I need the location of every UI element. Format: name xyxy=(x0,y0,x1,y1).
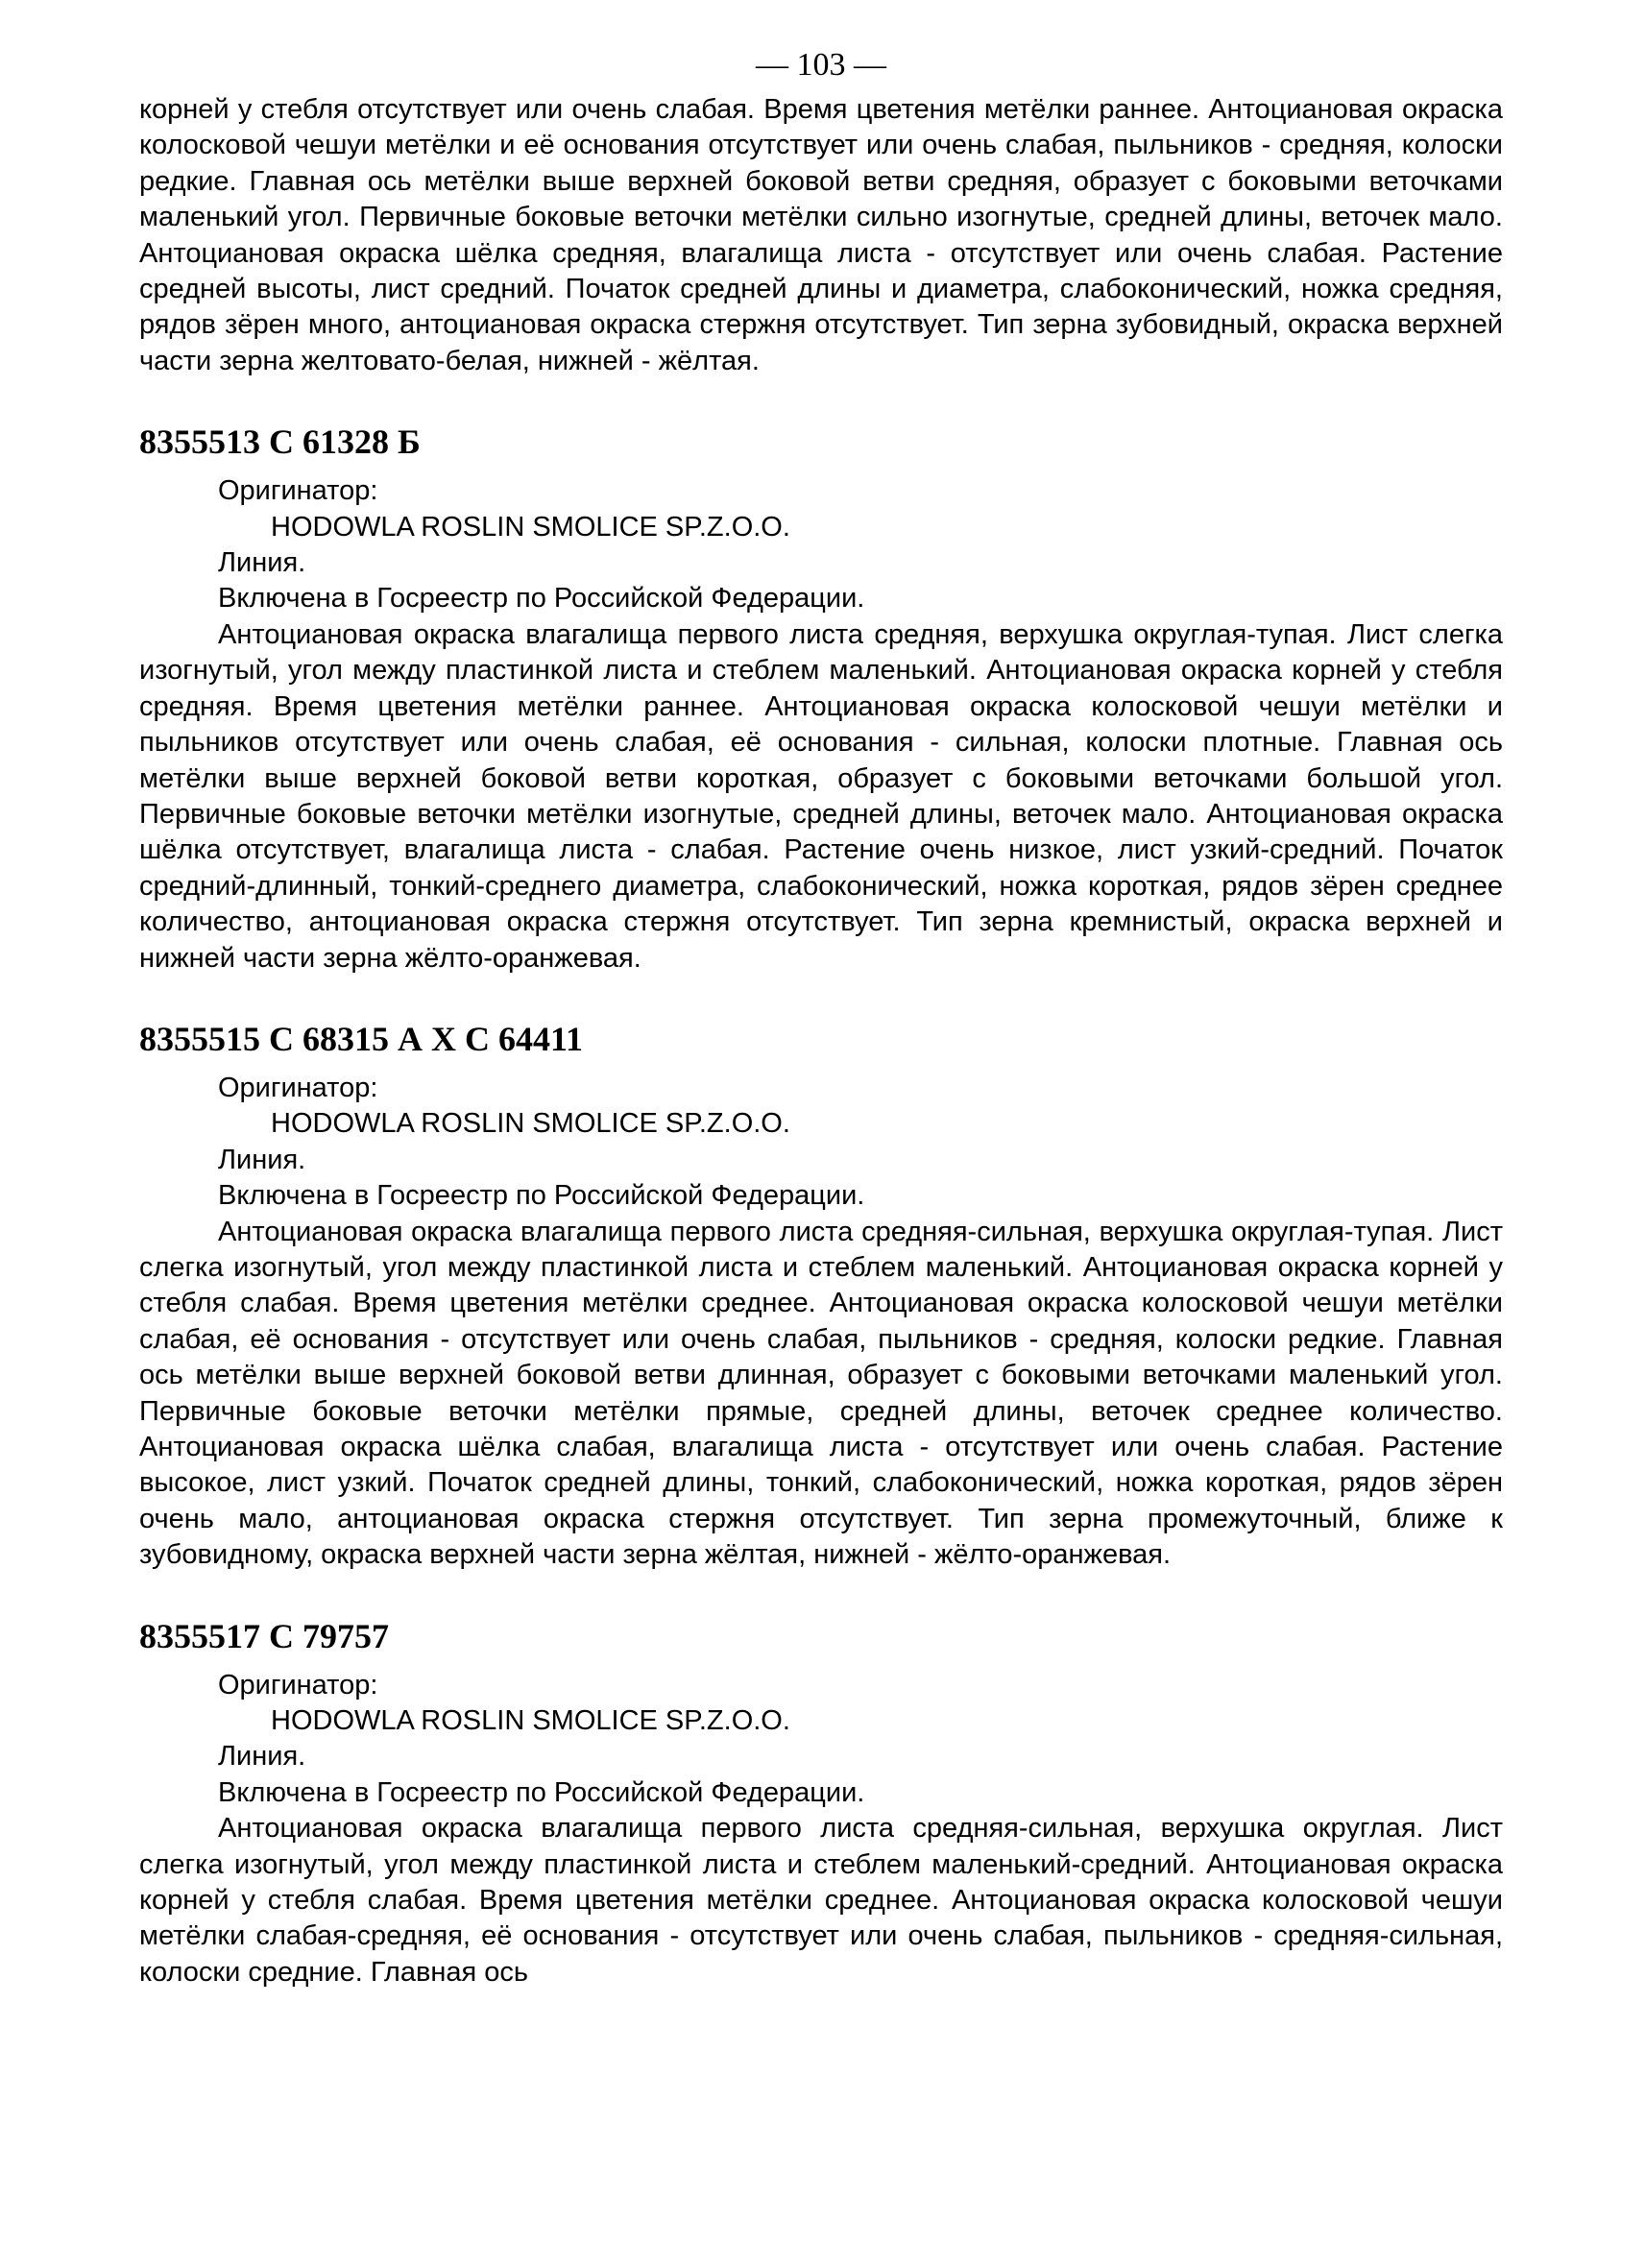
originator-label: Оригинатор: xyxy=(218,1669,378,1701)
entry-description: Антоциановая окраска влагалища первого листа средняя-сильная, верхушка округлая-тупая. Лист слегка изогнутый, угол между пластинкой листа и стеблем маленький. Антоциановая окраска корней у стебля слабая. Время цветения метёлки среднее. Антоциановая окраска колосковой чешуи метёлки слабая, её основания - отсутствует или очень слабая, пыльников - средняя, колоски редкие. Главная ось метёлки выше верхней боковой ветви длинная, образует с боковыми веточками маленький угол. Первичные боковые веточки метёлки прямые, средней длины, веточек среднее количество. Антоциановая окраска шёлка слабая, влагалища листа - отсутствует или очень слабая. Растение высокое, лист узкий. Початок средней длины, тонкий, слабоконический, ножка короткая, рядов зёрен очень мало, антоциановая окраска стержня отсутствует. Тип зерна промежуточный, ближе к зубовидному, окраска верхней части зерна жёлтая, нижней - жёлто-оранжевая. xyxy=(139,1216,1503,1571)
entry-description: Антоциановая окраска влагалища первого листа средняя-сильная, верхушка округлая. Лист слегка изогнутый, угол между пластинкой листа и стеблем маленький-средний. Антоциановая окраска корней у стебля слабая. Время цветения метёлки среднее. Антоциановая окраска колосковой чешуи метёлки слабая-средняя, её основания - отсутствует или очень слабая, пыльников - средняя-сильная, колоски средние. Главная ось xyxy=(139,1813,1503,1988)
registry-status: Включена в Госреестр по Российской Федерации. xyxy=(218,583,865,615)
entry-type: Линия. xyxy=(218,1741,306,1773)
intro-paragraph: корней у стебля отсутствует или очень слабая. Время цветения метёлки раннее. Антоциановая окраска колосковой чешуи метёлки и её основания отсутствует или очень слабая, пыльников - средняя, колоски редкие. Главная ось метёлки выше верхней боковой ветви средняя, образует с боковыми веточками маленький угол. Первичные боковые веточки метёлки сильно изогнутые, средней длины, веточек мало. Антоциановая окраска шёлка средняя, влагалища листа - отсутствует или очень слабая. Растение средней высоты, лист средний. Початок средней длины и диаметра, слабоконический, ножка средняя, рядов зёрен много, антоциановая окраска стержня отсутствует. Тип зерна зубовидный, окраска верхней части зерна желтовато-белая, нижней - жёлтая. xyxy=(139,94,1503,376)
entry-8355515 xyxy=(139,1019,1503,1574)
page-number: — 103 — xyxy=(756,47,886,83)
entry-title: 8355513 С 61328 Б xyxy=(139,422,421,462)
entry-description: Антоциановая окраска влагалища первого листа средняя, верхушка округлая-тупая. Лист слегка изогнутый, угол между пластинкой листа и стеблем маленький. Антоциановая окраска корней у стебля средняя. Время цветения метёлки раннее. Антоциановая окраска колосковой чешуи метёлки и пыльников отсутствует или очень слабая, её основания - сильная, колоски плотные. Главная ось метёлки выше верхней боковой ветви короткая, образует с боковыми веточками большой угол. Первичные боковые веточки метёлки изогнутые, средней длины, веточек мало. Антоциановая окраска шёлка отсутствует, влагалища листа - слабая. Растение очень низкое, лист узкий-средний. Початок средний-длинный, тонкий-среднего диаметра, слабоконический, ножка короткая, рядов зёрен среднее количество, антоциановая окраска стержня отсутствует. Тип зерна кремнистый, окраска верхней и нижней части зерна жёлто-оранжевая. xyxy=(139,618,1503,974)
entry-title: 8355517 С 79757 xyxy=(139,1616,389,1655)
registry-status: Включена в Госреестр по Российской Федерации. xyxy=(218,1776,865,1808)
originator-name: HODOWLA ROSLIN SMOLICE SP.Z.O.O. xyxy=(271,1108,790,1140)
entry-8355513 xyxy=(139,422,1503,977)
registry-status: Включена в Госреестр по Российской Федерации. xyxy=(218,1180,865,1212)
originator-label: Оригинатор: xyxy=(218,1072,378,1103)
entry-8355517 xyxy=(139,1616,1503,1991)
originator-name: HODOWLA ROSLIN SMOLICE SP.Z.O.O. xyxy=(271,1705,790,1737)
document-page xyxy=(139,46,1503,1991)
entry-type: Линия. xyxy=(218,1144,306,1175)
entry-type: Линия. xyxy=(218,547,306,579)
originator-name: HODOWLA ROSLIN SMOLICE SP.Z.O.O. xyxy=(271,511,790,543)
originator-label: Оригинатор: xyxy=(218,475,378,507)
entry-title: 8355515 С 68315 А Х С 64411 xyxy=(139,1019,584,1058)
